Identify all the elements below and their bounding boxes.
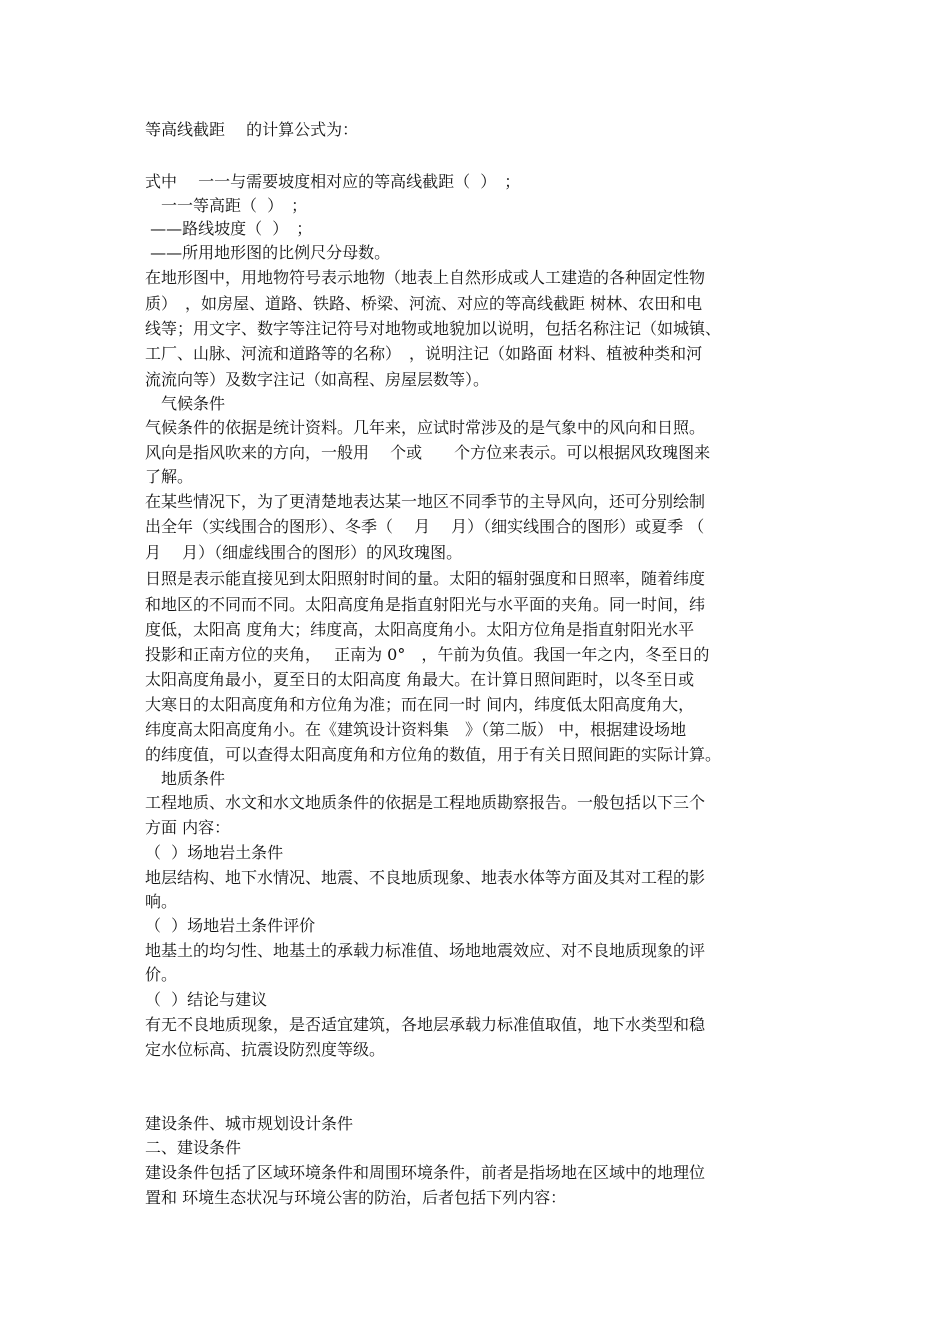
paragraph-line: 出全年（实线围合的图形）、冬季（ 月 月）（细实线围合的图形）或夏季 （ [145,517,705,536]
paragraph-line: 地基土的均匀性、地基土的承载力标准值、场地地震效应、对不良地质现象的评 [145,941,706,960]
text-line-variable-def: 一一等高距（ ） ； [145,196,308,215]
text-line-variable-def: ——所用地形图的比例尺分母数。 [145,243,391,262]
text-line-variable-def: 式中 一一与需要坡度相对应的等高线截距（ ） ； [145,172,521,191]
paragraph-line: 风向是指风吹来的方向，一般用 个或 个方位来表示。可以根据风玫瑰图来 [145,443,711,462]
paragraph-line: 投影和正南方位的夹角， 正南为 0° ，午前为负值。我国一年之内，冬至日的 [145,645,710,664]
paragraph-line: 了解。 [145,467,194,486]
paragraph-line: 置和 环境生态状况与环境公害的防治，后者包括下列内容： [145,1188,567,1207]
paragraph-line: 的纬度值，可以查得太阳高度角和方位角的数值，用于有关日照间距的实际计算。 [145,745,722,764]
paragraph-line: 和地区的不同而不同。太阳高度角是指直射阳光与水平面的夹角。同一时间，纬 [145,595,706,614]
section-heading: 二、建设条件 [145,1138,242,1157]
paragraph-line: 有无不良地质现象，是否适宜建筑，各地层承载力标准值取值，地下水类型和稳 [145,1015,706,1034]
paragraph-line: 地层结构、地下水情况、地震、不良地质现象、地表水体等方面及其对工程的影 [145,868,706,887]
list-item-heading: （ ）场地岩土条件 [145,843,284,862]
paragraph-line: 方面 内容： [145,818,231,837]
section-heading-geology: 地质条件 [145,769,226,788]
paragraph-line: 价。 [145,965,178,984]
section-title: 建设条件、城市规划设计条件 [145,1114,354,1133]
paragraph-line: 日照是表示能直接见到太阳照射时间的量。太阳的辐射强度和日照率，随着纬度 [145,569,706,588]
paragraph-line: 度低，太阳高 度角大；纬度高，太阳高度角小。太阳方位角是指直射阳光水平 [145,620,695,639]
paragraph-line: 工程地质、水文和水文地质条件的依据是工程地质勘察报告。一般包括以下三个 [145,793,706,812]
paragraph-line: 在某些情况下，为了更清楚地表达某一地区不同季节的主导风向，还可分别绘制 [145,492,706,511]
paragraph-line: 流流向等）及数字注记（如高程、房屋层数等）。 [145,370,490,389]
paragraph-line: 月 月）（细虚线围合的图形）的风玫瑰图。 [145,543,463,562]
paragraph-line: 气候条件的依据是统计资料。几年来，应试时常涉及的是气象中的风向和日照。 [145,418,706,437]
text-line-variable-def: ——路线坡度（ ） ； [145,219,313,238]
list-item-heading: （ ）场地岩土条件评价 [145,916,316,935]
paragraph-line: 在地形图中，用地物符号表示地物（地表上自然形成或人工建造的各种固定性物 [145,268,706,287]
paragraph-line: 响。 [145,892,178,911]
paragraph-line: 太阳高度角最小，夏至日的太阳高度 角最大。在计算日照间距时，以冬至日或 [145,670,695,689]
paragraph-line: 工厂、山脉、河流和道路等的名称） ，说明注记（如路面 材料、植被种类和河 [145,344,703,363]
paragraph-line: 质） ，如房屋、道路、铁路、桥梁、河流、对应的等高线截距 树林、农田和电 [145,294,703,313]
paragraph-line: 定水位标高、抗震设防烈度等级。 [145,1040,386,1059]
paragraph-line: 线等；用文字、数字等注记符号对地物或地貌加以说明，包括名称注记（如城镇、 [145,319,722,338]
list-item-heading: （ ）结论与建议 [145,990,268,1009]
section-heading-climate: 气候条件 [145,394,226,413]
paragraph-line: 大寒日的太阳高度角和方位角为准；而在同一时 间内，纬度低太阳高度角大， [145,695,695,714]
text-line-formula-intro: 等高线截距 的计算公式为： [145,120,359,139]
paragraph-line: 纬度高太阳高度角小。在《建筑设计资料集 》（第二版） 中，根据建设场地 [145,720,687,739]
paragraph-line: 建设条件包括了区域环境条件和周围环境条件，前者是指场地在区域中的地理位 [145,1163,706,1182]
